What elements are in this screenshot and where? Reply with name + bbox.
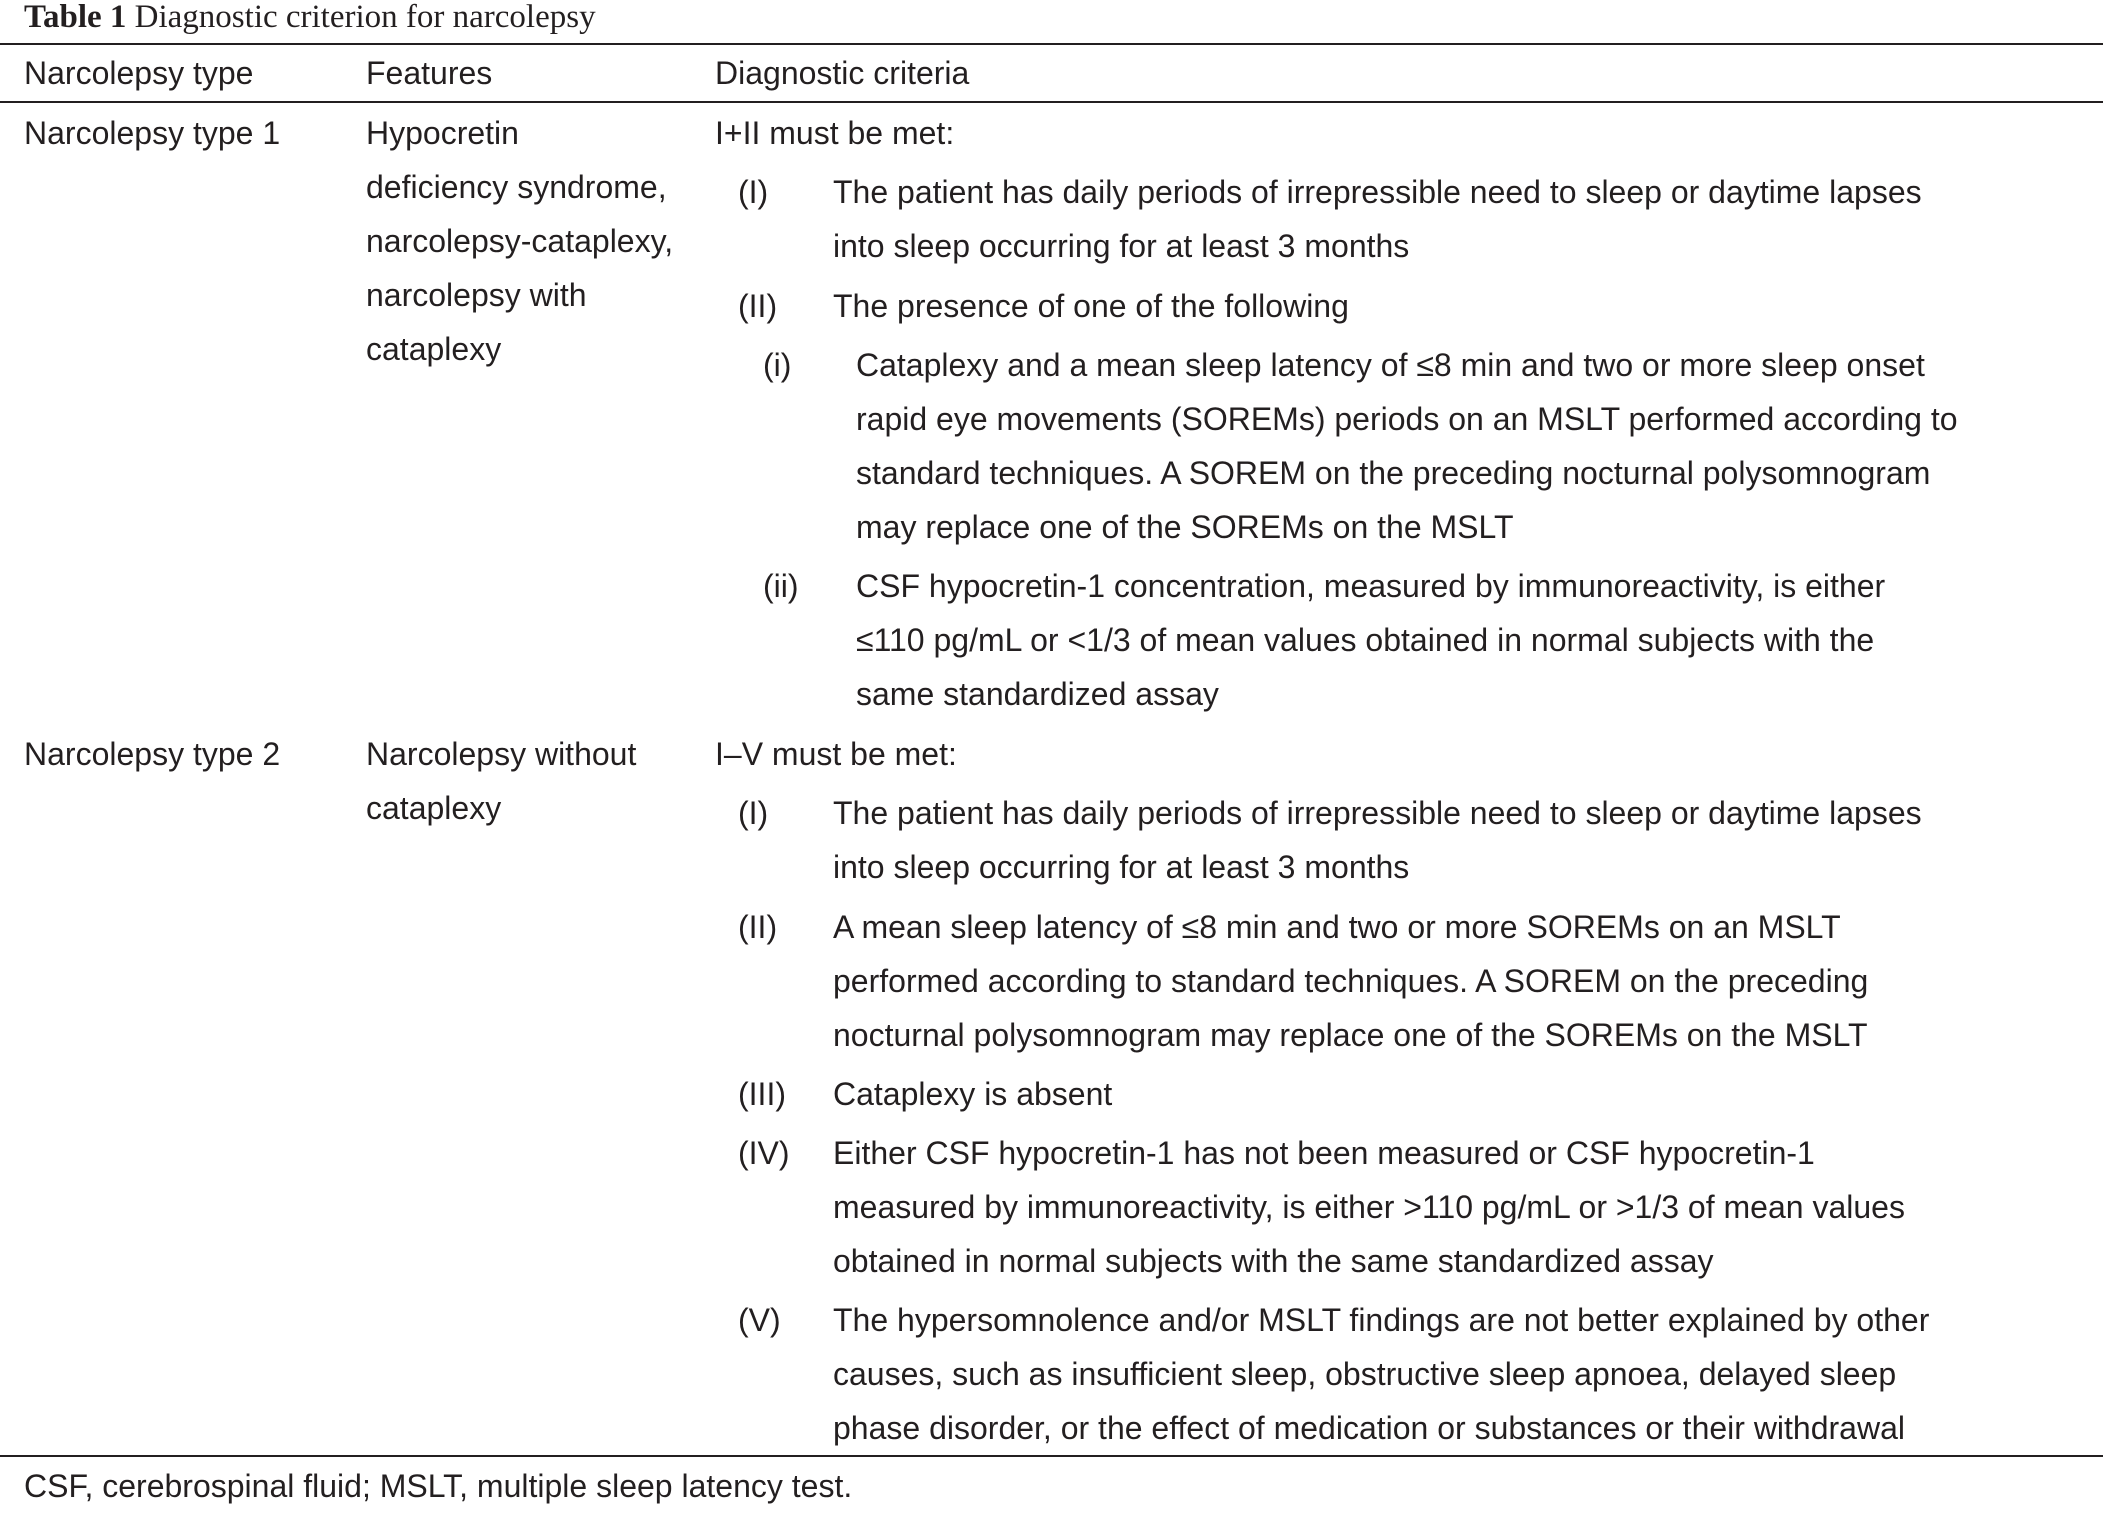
table-caption-label: Table 1 bbox=[24, 0, 127, 35]
row1-item-number: (II) bbox=[738, 288, 778, 324]
row2-item-number: (II) bbox=[738, 909, 778, 945]
row2-item-line: phase disorder, or the effect of medication or substances or their withdrawal bbox=[833, 1410, 1905, 1446]
table-header-rule bbox=[0, 101, 2103, 103]
row2-criteria-intro: I–V must be met: bbox=[715, 736, 957, 772]
table-footnote: CSF, cerebrospinal fluid; MSLT, multiple sleep latency test. bbox=[24, 1468, 853, 1504]
row1-subitem-number: (ii) bbox=[763, 568, 799, 604]
row2-item-number: (III) bbox=[738, 1076, 786, 1112]
row2-item-line: performed according to standard techniques. A SOREM on the preceding bbox=[833, 963, 1869, 999]
row1-item-line: into sleep occurring for at least 3 months bbox=[833, 228, 1410, 264]
row1-subitem-number: (i) bbox=[763, 347, 792, 383]
row1-subitem-line: standard techniques. A SOREM on the preceding nocturnal polysomnogram bbox=[856, 455, 1931, 491]
row1-item-line: The patient has daily periods of irrepressible need to sleep or daytime lapses bbox=[833, 174, 1922, 210]
row2-feature-line: cataplexy bbox=[366, 790, 502, 826]
row2-item-line: The hypersomnolence and/or MSLT findings are not better explained by other bbox=[833, 1302, 1930, 1338]
row2-type: Narcolepsy type 2 bbox=[24, 736, 281, 772]
header-diagnostic-criteria: Diagnostic criteria bbox=[715, 55, 970, 91]
table-caption bbox=[24, 0, 596, 40]
row1-feature-line: narcolepsy with bbox=[366, 277, 587, 313]
row2-item-line: Either CSF hypocretin-1 has not been measured or CSF hypocretin-1 bbox=[833, 1135, 1815, 1171]
table-caption-title: Diagnostic criterion for narcolepsy bbox=[134, 0, 596, 35]
header-narcolepsy-type: Narcolepsy type bbox=[24, 55, 254, 91]
row1-type: Narcolepsy type 1 bbox=[24, 115, 281, 151]
row2-item-line: measured by immunoreactivity, is either >110 pg/mL or >1/3 of mean values bbox=[833, 1189, 1905, 1225]
row2-item-number: (I) bbox=[738, 795, 769, 831]
row2-item-line: A mean sleep latency of ≤8 min and two or more SOREMs on an MSLT bbox=[833, 909, 1841, 945]
row1-subitem-line: CSF hypocretin-1 concentration, measured by immunoreactivity, is either bbox=[856, 568, 1886, 604]
row2-item-line: Cataplexy is absent bbox=[833, 1076, 1113, 1112]
row1-feature-line: Hypocretin bbox=[366, 115, 519, 151]
row1-criteria-intro: I+II must be met: bbox=[715, 115, 955, 151]
row1-feature-line: cataplexy bbox=[366, 331, 502, 367]
row2-item-line: nocturnal polysomnogram may replace one of the SOREMs on the MSLT bbox=[833, 1017, 1868, 1053]
row1-item-number: (I) bbox=[738, 174, 769, 210]
row2-item-line: causes, such as insufficient sleep, obstructive sleep apnoea, delayed sleep bbox=[833, 1356, 1897, 1392]
table-bottom-rule bbox=[0, 1455, 2103, 1457]
row1-subitem-line: rapid eye movements (SOREMs) periods on an MSLT performed according to bbox=[856, 401, 1958, 437]
header-features: Features bbox=[366, 55, 493, 91]
row1-feature-line: deficiency syndrome, bbox=[366, 169, 667, 205]
row1-subitem-line: may replace one of the SOREMs on the MSLT bbox=[856, 509, 1514, 545]
row1-subitem-line: same standardized assay bbox=[856, 676, 1219, 712]
row1-subitem-line: Cataplexy and a mean sleep latency of ≤8 min and two or more sleep onset bbox=[856, 347, 1925, 383]
row1-feature-line: narcolepsy-cataplexy, bbox=[366, 223, 674, 259]
row1-subitem-line: ≤110 pg/mL or <1/3 of mean values obtained in normal subjects with the bbox=[856, 622, 1875, 658]
row2-item-line: obtained in normal subjects with the same standardized assay bbox=[833, 1243, 1714, 1279]
row2-item-line: into sleep occurring for at least 3 months bbox=[833, 849, 1410, 885]
row1-item-line: The presence of one of the following bbox=[833, 288, 1349, 324]
row2-item-number: (IV) bbox=[738, 1135, 790, 1171]
row2-feature-line: Narcolepsy without bbox=[366, 736, 637, 772]
table-top-rule bbox=[0, 43, 2103, 45]
row2-item-number: (V) bbox=[738, 1302, 781, 1338]
row2-item-line: The patient has daily periods of irrepressible need to sleep or daytime lapses bbox=[833, 795, 1922, 831]
